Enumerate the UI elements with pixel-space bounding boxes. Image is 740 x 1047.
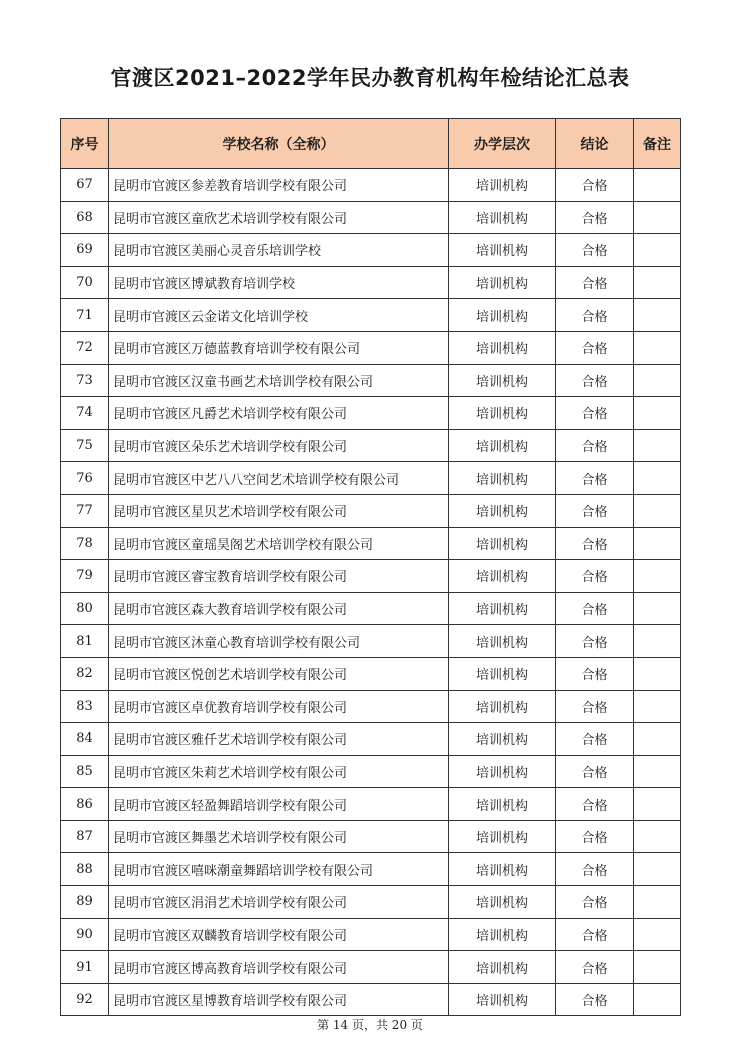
cell-result: 合格 [556, 429, 634, 462]
cell-note [634, 364, 681, 397]
cell-result: 合格 [556, 234, 634, 267]
cell-level: 培训机构 [449, 429, 556, 462]
cell-no: 71 [61, 299, 109, 332]
cell-no: 86 [61, 788, 109, 821]
cell-result: 合格 [556, 169, 634, 202]
cell-level: 培训机构 [449, 983, 556, 1016]
cell-no: 79 [61, 560, 109, 593]
cell-level: 培训机构 [449, 397, 556, 430]
cell-note [634, 201, 681, 234]
cell-name: 昆明市官渡区雅仟艺术培训学校有限公司 [109, 723, 449, 756]
cell-no: 91 [61, 951, 109, 984]
cell-note [634, 494, 681, 527]
table-row [61, 494, 681, 527]
cell-level: 培训机构 [449, 331, 556, 364]
cell-name: 昆明市官渡区涓涓艺术培训学校有限公司 [109, 886, 449, 919]
table-row [61, 625, 681, 658]
cell-result: 合格 [556, 397, 634, 430]
cell-name: 昆明市官渡区朱莉艺术培训学校有限公司 [109, 755, 449, 788]
page-footer: 第 14 页，共 20 页 [317, 1018, 423, 1032]
cell-no: 81 [61, 625, 109, 658]
table-row [61, 755, 681, 788]
cell-note [634, 527, 681, 560]
cell-result: 合格 [556, 462, 634, 495]
cell-level: 培训机构 [449, 723, 556, 756]
cell-level: 培训机构 [449, 462, 556, 495]
cell-result: 合格 [556, 723, 634, 756]
cell-no: 75 [61, 429, 109, 462]
cell-no: 92 [61, 983, 109, 1016]
cell-name: 昆明市官渡区星博教育培训学校有限公司 [109, 983, 449, 1016]
cell-note [634, 299, 681, 332]
cell-level: 培训机构 [449, 690, 556, 723]
cell-name: 昆明市官渡区博斌教育培训学校 [109, 266, 449, 299]
cell-level: 培训机构 [449, 657, 556, 690]
cell-name: 昆明市官渡区童瑶昊阁艺术培训学校有限公司 [109, 527, 449, 560]
cell-level: 培训机构 [449, 853, 556, 886]
cell-no: 78 [61, 527, 109, 560]
cell-no: 88 [61, 853, 109, 886]
cell-no: 82 [61, 657, 109, 690]
table-row [61, 234, 681, 267]
cell-note [634, 397, 681, 430]
cell-note [634, 788, 681, 821]
cell-note [634, 853, 681, 886]
cell-level: 培训机构 [449, 886, 556, 919]
cell-level: 培训机构 [449, 560, 556, 593]
cell-name: 昆明市官渡区星贝艺术培训学校有限公司 [109, 494, 449, 527]
cell-result: 合格 [556, 592, 634, 625]
cell-no: 73 [61, 364, 109, 397]
cell-no: 80 [61, 592, 109, 625]
cell-name: 昆明市官渡区森大教育培训学校有限公司 [109, 592, 449, 625]
table-row [61, 266, 681, 299]
table-row [61, 364, 681, 397]
cell-name: 昆明市官渡区睿宝教育培训学校有限公司 [109, 560, 449, 593]
header-no: 序号 [61, 119, 109, 169]
summary-table [60, 118, 681, 1016]
cell-no: 89 [61, 886, 109, 919]
cell-level: 培训机构 [449, 918, 556, 951]
cell-result: 合格 [556, 951, 634, 984]
cell-no: 84 [61, 723, 109, 756]
cell-result: 合格 [556, 853, 634, 886]
cell-result: 合格 [556, 983, 634, 1016]
table-row [61, 169, 681, 202]
table-row [61, 201, 681, 234]
cell-note [634, 429, 681, 462]
cell-no: 67 [61, 169, 109, 202]
table-row [61, 690, 681, 723]
cell-result: 合格 [556, 299, 634, 332]
cell-level: 培训机构 [449, 527, 556, 560]
cell-note [634, 169, 681, 202]
table-row [61, 788, 681, 821]
cell-name: 昆明市官渡区汉童书画艺术培训学校有限公司 [109, 364, 449, 397]
cell-note [634, 625, 681, 658]
cell-name: 昆明市官渡区中艺八八空间艺术培训学校有限公司 [109, 462, 449, 495]
cell-result: 合格 [556, 657, 634, 690]
cell-no: 85 [61, 755, 109, 788]
cell-result: 合格 [556, 820, 634, 853]
cell-level: 培训机构 [449, 364, 556, 397]
cell-name: 昆明市官渡区童欣艺术培训学校有限公司 [109, 201, 449, 234]
cell-name: 昆明市官渡区博高教育培训学校有限公司 [109, 951, 449, 984]
cell-note [634, 266, 681, 299]
cell-no: 72 [61, 331, 109, 364]
cell-result: 合格 [556, 266, 634, 299]
cell-result: 合格 [556, 886, 634, 919]
cell-name: 昆明市官渡区凡爵艺术培训学校有限公司 [109, 397, 449, 430]
cell-name: 昆明市官渡区双麟教育培训学校有限公司 [109, 918, 449, 951]
cell-name: 昆明市官渡区嘻咪潮童舞蹈培训学校有限公司 [109, 853, 449, 886]
cell-level: 培训机构 [449, 788, 556, 821]
table-row [61, 657, 681, 690]
cell-no: 76 [61, 462, 109, 495]
cell-level: 培训机构 [449, 234, 556, 267]
table-row [61, 527, 681, 560]
cell-name: 昆明市官渡区卓优教育培训学校有限公司 [109, 690, 449, 723]
table-row [61, 592, 681, 625]
table-row [61, 462, 681, 495]
cell-result: 合格 [556, 494, 634, 527]
cell-result: 合格 [556, 625, 634, 658]
header-name: 学校名称（全称） [109, 119, 449, 169]
table-header-row [61, 119, 681, 169]
table-row [61, 397, 681, 430]
table-row [61, 951, 681, 984]
cell-note [634, 462, 681, 495]
cell-name: 昆明市官渡区云金诺文化培训学校 [109, 299, 449, 332]
cell-no: 68 [61, 201, 109, 234]
cell-result: 合格 [556, 690, 634, 723]
cell-level: 培训机构 [449, 299, 556, 332]
cell-level: 培训机构 [449, 266, 556, 299]
cell-name: 昆明市官渡区轻盈舞蹈培训学校有限公司 [109, 788, 449, 821]
cell-note [634, 723, 681, 756]
cell-level: 培训机构 [449, 625, 556, 658]
cell-name: 昆明市官渡区参差教育培训学校有限公司 [109, 169, 449, 202]
table-row [61, 983, 681, 1016]
cell-result: 合格 [556, 331, 634, 364]
table-row [61, 560, 681, 593]
cell-no: 70 [61, 266, 109, 299]
table-row [61, 723, 681, 756]
cell-note [634, 918, 681, 951]
cell-note [634, 690, 681, 723]
cell-level: 培训机构 [449, 755, 556, 788]
cell-note [634, 657, 681, 690]
cell-note [634, 983, 681, 1016]
cell-result: 合格 [556, 918, 634, 951]
cell-result: 合格 [556, 364, 634, 397]
cell-level: 培训机构 [449, 169, 556, 202]
header-note: 备注 [634, 119, 681, 169]
cell-no: 90 [61, 918, 109, 951]
cell-result: 合格 [556, 201, 634, 234]
cell-no: 69 [61, 234, 109, 267]
table-row [61, 429, 681, 462]
cell-result: 合格 [556, 560, 634, 593]
cell-level: 培训机构 [449, 201, 556, 234]
table-row [61, 918, 681, 951]
cell-note [634, 560, 681, 593]
cell-note [634, 886, 681, 919]
cell-name: 昆明市官渡区悦创艺术培训学校有限公司 [109, 657, 449, 690]
cell-level: 培训机构 [449, 592, 556, 625]
cell-note [634, 755, 681, 788]
page-title: 官渡区2021–2022学年民办教育机构年检结论汇总表 [110, 66, 630, 90]
table-row [61, 331, 681, 364]
cell-result: 合格 [556, 755, 634, 788]
cell-note [634, 951, 681, 984]
table-row [61, 299, 681, 332]
cell-no: 77 [61, 494, 109, 527]
cell-note [634, 234, 681, 267]
cell-name: 昆明市官渡区沐童心教育培训学校有限公司 [109, 625, 449, 658]
table-row [61, 886, 681, 919]
cell-name: 昆明市官渡区万德蓝教育培训学校有限公司 [109, 331, 449, 364]
cell-result: 合格 [556, 788, 634, 821]
cell-level: 培训机构 [449, 820, 556, 853]
cell-note [634, 820, 681, 853]
cell-no: 87 [61, 820, 109, 853]
cell-result: 合格 [556, 527, 634, 560]
cell-level: 培训机构 [449, 494, 556, 527]
cell-no: 83 [61, 690, 109, 723]
cell-level: 培训机构 [449, 951, 556, 984]
table-row [61, 853, 681, 886]
cell-name: 昆明市官渡区美丽心灵音乐培训学校 [109, 234, 449, 267]
cell-name: 昆明市官渡区朵乐艺术培训学校有限公司 [109, 429, 449, 462]
header-result: 结论 [556, 119, 634, 169]
cell-note [634, 592, 681, 625]
header-level: 办学层次 [449, 119, 556, 169]
cell-name: 昆明市官渡区舞墨艺术培训学校有限公司 [109, 820, 449, 853]
cell-note [634, 331, 681, 364]
table-row [61, 820, 681, 853]
cell-no: 74 [61, 397, 109, 430]
